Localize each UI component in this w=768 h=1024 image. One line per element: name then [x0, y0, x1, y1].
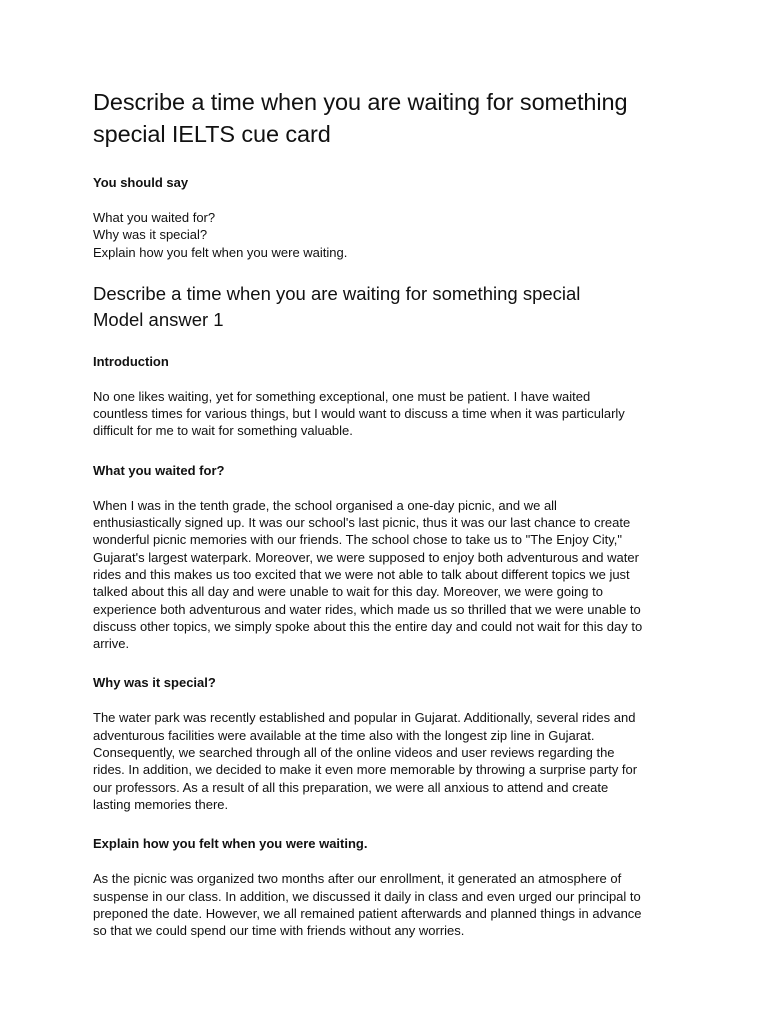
- model-answer-title: [93, 281, 703, 333]
- section-why-was-it-special: [93, 674, 703, 813]
- cue-card-heading: You should say: [93, 175, 189, 190]
- paragraph-line: Gujarat's largest waterpark. Moreover, we were supposed to enjoy both adventurous and water: [93, 549, 639, 565]
- paragraph-line: arrive.: [93, 636, 130, 652]
- section-how-you-felt: [93, 835, 703, 939]
- title-line: Describe a time when you are waiting for something: [93, 89, 628, 115]
- paragraph-line: As the picnic was organized two months after our enrollment, it generated an atmosphere of: [93, 871, 622, 887]
- paragraph-line: No one likes waiting, yet for something exceptional, one must be patient. I have waited: [93, 388, 591, 404]
- paragraph-line: The water park was recently established and popular in Gujarat. Additionally, several rides and: [93, 710, 636, 726]
- paragraph-line: experience both adventurous and water rides, which made us so thrilled that we were unable to: [93, 601, 641, 617]
- paragraph-line: difficult for me to wait for something valuable.: [93, 423, 353, 439]
- paragraph-line: wonderful picnic memories with our friends. The school chose to take us to "The Enjoy City,": [93, 532, 622, 548]
- paragraph-line: countless times for various things, but I would want to discuss a time when it was particularly: [93, 406, 625, 422]
- paragraph-line: discuss other topics, we simply spoke about this the entire day and could not wait for this day to: [93, 618, 643, 634]
- paragraph-line: enthusiastically signed up. It was our school's last picnic, thus it was our last chance to create: [93, 515, 631, 531]
- section-paragraph: [93, 388, 703, 440]
- section-heading: Why was it special?: [93, 675, 216, 691]
- cue-card-item: Explain how you felt when you were waiting.: [93, 244, 348, 260]
- section-heading: What you waited for?: [93, 462, 225, 478]
- page-title: [93, 86, 703, 150]
- cue-card-item: Why was it special?: [93, 227, 208, 243]
- section-heading: Introduction: [93, 353, 169, 369]
- cue-card: [93, 174, 703, 261]
- cue-card-list: [93, 209, 703, 261]
- paragraph-line: our professors. As a result of all this preparation, we were all anxious to attend and create: [93, 779, 609, 795]
- title-line: special IELTS cue card: [93, 121, 331, 147]
- document-page: [93, 86, 703, 939]
- paragraph-line: Consequently, we searched through all of the online videos and user reviews regarding the: [93, 745, 615, 761]
- section-what-you-waited-for: [93, 462, 703, 653]
- paragraph-line: rides. In addition, we decided to make it even more memorable by throwing a surprise party for: [93, 762, 638, 778]
- paragraph-line: When I was in the tenth grade, the school organised a one-day picnic, and we all: [93, 497, 557, 513]
- model-answer-title-line: Model answer 1: [93, 308, 224, 330]
- paragraph-line: so that we could spend our time with friends without any worries.: [93, 923, 465, 939]
- paragraph-line: adventurous facilities were available at the time also with the longest zip line in Gujarat.: [93, 727, 595, 743]
- cue-card-item: What you waited for?: [93, 210, 216, 225]
- paragraph-line: preponed the date. However, we all remained patient afterwards and planned things in advance: [93, 905, 642, 921]
- model-answer-title-line: Describe a time when you are waiting for something special: [93, 282, 581, 304]
- section-paragraph: [93, 497, 703, 653]
- section-paragraph: [93, 870, 703, 939]
- paragraph-line: talked about this all day and were unable to wait for this day. Moreover, we were going to: [93, 584, 603, 600]
- paragraph-line: suspense in our class. In addition, we discussed it daily in class and even urged our principal to: [93, 888, 641, 904]
- section-introduction: [93, 353, 703, 440]
- paragraph-line: rides and this makes us too excited that we were not able to talk about different topics we just: [93, 566, 630, 582]
- paragraph-line: lasting memories there.: [93, 796, 229, 812]
- section-paragraph: [93, 709, 703, 813]
- section-heading: Explain how you felt when you were waiting.: [93, 836, 368, 852]
